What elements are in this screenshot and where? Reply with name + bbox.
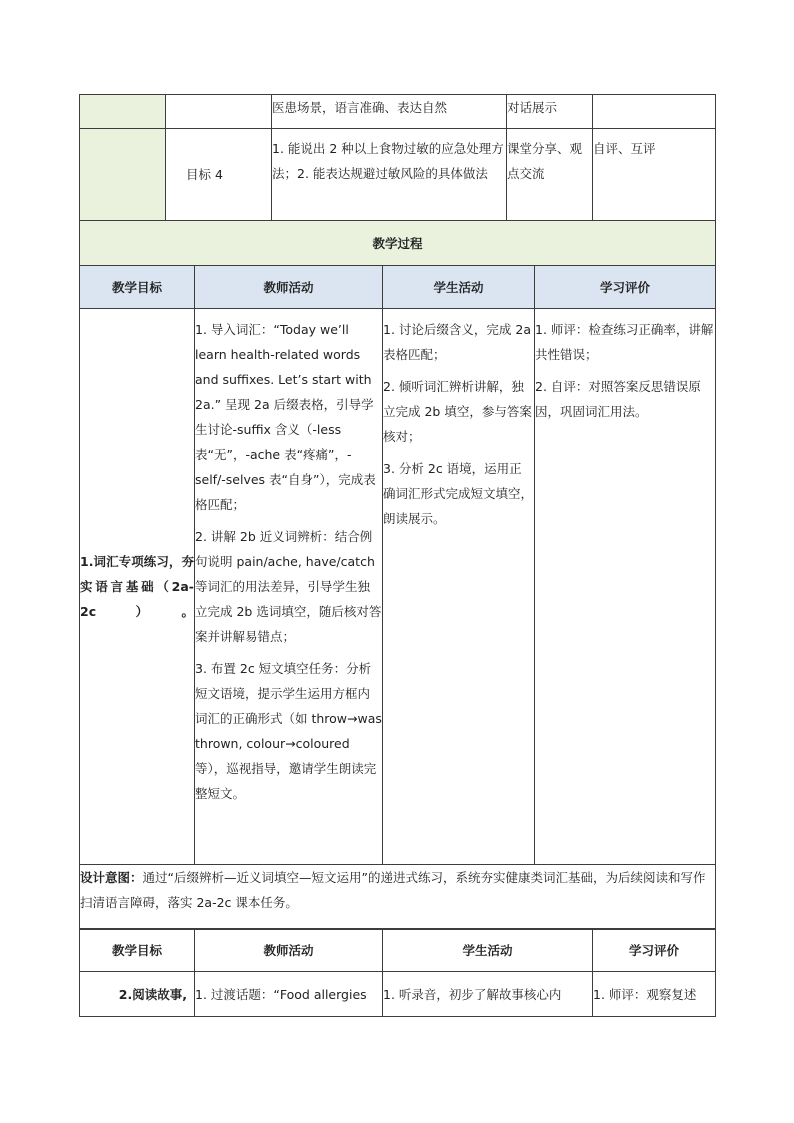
top-row2-content: 1. 能说出 2 种以上食物过敏的应急处理方法；2. 能表达规避过敏风险的具体做法 bbox=[272, 129, 507, 221]
process-table-2 bbox=[79, 928, 716, 1017]
row1-student bbox=[383, 309, 535, 865]
row1-objective: 1.词汇专项练习，夯实语言基础（2a-2c）。 bbox=[80, 309, 195, 865]
row2-objective: 2.阅读故事, bbox=[80, 972, 195, 1017]
header2-student: 学生活动 bbox=[383, 929, 593, 972]
student-step-1: 1. 讨论后缀含义，完成 2a 表格匹配； bbox=[383, 322, 531, 362]
teacher-step-3: 3. 布置 2c 短文填空任务：分析短文语境，提示学生运用方框内词汇的正确形式（如 throw→was thrown, colour→coloured 等），巡视指导，邀请学生朗读完整短文。 bbox=[195, 661, 382, 801]
row2-teacher: 1. 过渡话题：“Food allergies bbox=[195, 972, 383, 1017]
top-row1-activity: 对话展示 bbox=[507, 95, 593, 129]
top-row2-goal: 目标 4 bbox=[166, 129, 272, 221]
teacher-step-2: 2. 讲解 2b 近义词辨析：结合例句说明 pain/ache, have/catch 等词汇的用法差异，引导学生独立完成 2b 选词填空，随后核对答案并讲解易错点； bbox=[195, 529, 382, 644]
eval-step-1: 1. 师评：检查练习正确率，讲解共性错误； bbox=[535, 322, 714, 362]
process-table bbox=[79, 220, 716, 930]
top-row2-eval: 自评、互评 bbox=[593, 129, 716, 221]
row2-student: 1. 听录音，初步了解故事核心内 bbox=[383, 972, 593, 1017]
header-teacher: 教师活动 bbox=[195, 266, 383, 309]
top-row1-eval bbox=[593, 95, 716, 129]
header2-objective: 教学目标 bbox=[80, 929, 195, 972]
header2-eval: 学习评价 bbox=[593, 929, 716, 972]
header-eval: 学习评价 bbox=[535, 266, 716, 309]
design-note-label: 设计意图： bbox=[80, 870, 143, 885]
student-step-2: 2. 倾听词汇辨析讲解，独立完成 2b 填空，参与答案核对； bbox=[383, 379, 532, 444]
teacher-step-1: 1. 导入词汇：“Today we’ll learn health-related words and suffixes. Let’s start with 2a.” 呈现 2a 后缀表格，引导学生讨论-suffix 含义（-less 表“无”，-ache 表“疼痛”，-self/-selves 表“自身”），完成表格匹配； bbox=[195, 322, 376, 512]
top-row2-activity: 课堂分享、观点交流 bbox=[507, 129, 593, 221]
top-row1-goal bbox=[166, 95, 272, 129]
row1-teacher bbox=[195, 309, 383, 865]
header-student: 学生活动 bbox=[383, 266, 535, 309]
eval-step-2: 2. 自评：对照答案反思错误原因，巩固词汇用法。 bbox=[535, 379, 701, 419]
header-objective: 教学目标 bbox=[80, 266, 195, 309]
student-step-3: 3. 分析 2c 语境，运用正确词汇形式完成短文填空，朗读展示。 bbox=[383, 461, 534, 526]
header2-teacher: 教师活动 bbox=[195, 929, 383, 972]
section-title: 教学过程 bbox=[80, 221, 716, 266]
top-row2-side bbox=[80, 129, 166, 221]
design-note bbox=[80, 865, 716, 930]
row2-eval: 1. 师评：观察复述 bbox=[593, 972, 716, 1017]
top-row1-side bbox=[80, 95, 166, 129]
top-table bbox=[79, 94, 716, 221]
design-note-text: 通过“后缀辨析—近义词填空—短文运用”的递进式练习，系统夯实健康类词汇基础，为后续阅读和写作扫清语言障碍，落实 2a-2c 课本任务。 bbox=[80, 870, 706, 910]
top-row1-content: 医患场景，语言准确、表达自然 bbox=[272, 95, 507, 129]
row1-eval bbox=[535, 309, 716, 865]
